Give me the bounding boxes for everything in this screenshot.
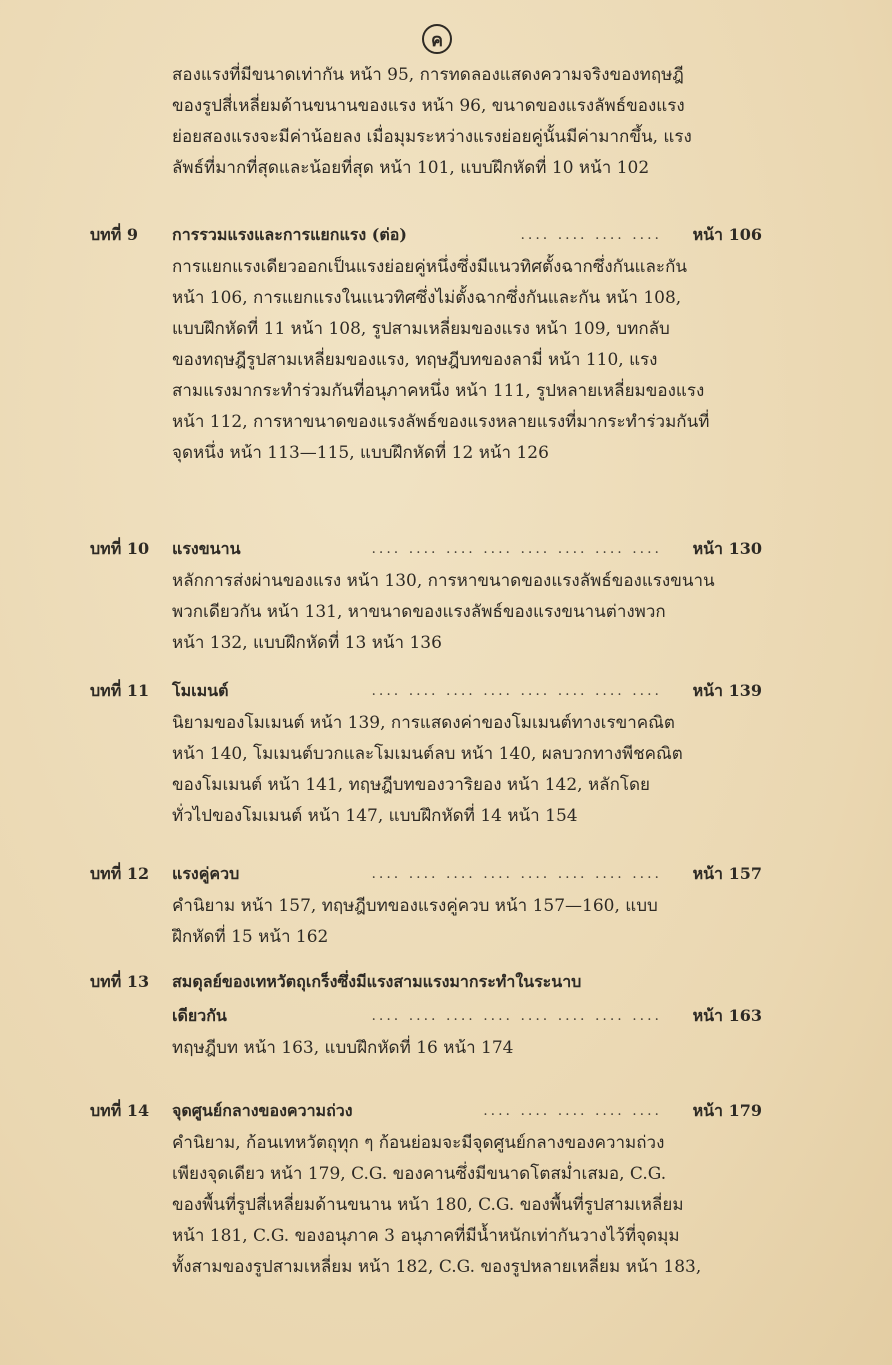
text-line: หน้า 106, การแยกแรงในแนวทิศซึ่งไม่ตั้งฉากซึ่งกันและกัน หน้า 108, [172,288,682,308]
chapter-heading-continued [90,999,762,1033]
text-line: การแยกแรงเดียวออกเป็นแรงย่อยคู่หนึ่งซึ่งมีแนวทิศตั้งฉากซึ่งกันและกัน [172,257,687,277]
chapter-page: หน้า 106 [692,225,762,244]
chapter-page: หน้า 163 [692,1006,762,1025]
chapter-title: สมดุลย์ของเทหวัตถุเกร็งซึ่งมีแรงสามแรงมากระทำในระนาบ [172,972,582,991]
chapter-number: บทที่ 9 [90,225,138,244]
text-line: แบบฝึกหัดที่ 11 หน้า 108, รูปสามเหลี่ยมของแรง หน้า 109, บทกลับ [172,319,670,339]
text-line: ย่อยสองแรงจะมีค่าน้อยลง เมื่อมุมระหว่างแรงย่อยคู่นั้นมีค่ามากขึ้น, แรง [172,127,692,147]
text-line: นิยามของโมเมนต์ หน้า 139, การแสดงค่าของโมเมนต์ทางเรขาคณิต [172,713,675,733]
toc-chapter-13 [90,965,762,1064]
page-number-mark: ค [422,24,452,54]
chapter-number: บทที่ 11 [90,681,150,700]
text-line: สามแรงมากระทำร่วมกันที่อนุภาคหนึ่ง หน้า 111, รูปหลายเหลี่ยมของแรง [172,381,705,401]
leader-dots: .... .... .... .... .... .... .... .... [371,866,662,882]
text-line: คำนิยาม, ก้อนเทหวัตถุทุก ๆ ก้อนย่อมจะมีจุดศูนย์กลางของความถ่วง [172,1133,665,1153]
toc-chapter-9 [90,218,762,469]
text-line: ของรูปสี่เหลี่ยมด้านขนานของแรง หน้า 96, ขนาดของแรงลัพธ์ของแรง [172,96,685,116]
text-line: คำนิยาม หน้า 157, ทฤษฎีบทของแรงคู่ควบ หน้า 157—160, แบบ [172,896,658,916]
chapter-heading [90,218,762,252]
text-line: หน้า 132, แบบฝึกหัดที่ 13 หน้า 136 [172,633,442,653]
chapter-contents [172,252,762,469]
chapter-heading [90,1094,762,1128]
chapter-heading [90,965,762,999]
leader-dots: .... .... .... .... .... .... .... .... [371,541,662,557]
text-line: ของพื้นที่รูปสี่เหลี่ยมด้านขนาน หน้า 180, C.G. ของพื้นที่รูปสามเหลี่ยม [172,1195,684,1215]
toc-chapter-10 [90,532,762,659]
chapter-title: จุดศูนย์กลางของความถ่วง [172,1101,353,1120]
text-line: ลัพธ์ที่มากที่สุดและน้อยที่สุด หน้า 101, แบบฝึกหัดที่ 10 หน้า 102 [172,158,650,178]
text-line: พวกเดียวกัน หน้า 131, หาขนาดของแรงลัพธ์ของแรงขนานต่างพวก [172,602,666,622]
chapter-contents [172,566,762,659]
leader-dots: .... .... .... .... [520,227,662,243]
text-line: ทฤษฎีบท หน้า 163, แบบฝึกหัดที่ 16 หน้า 174 [172,1038,514,1058]
chapter-title: แรงขนาน [172,539,241,558]
continuation-text [172,60,762,184]
chapter-page: หน้า 130 [692,539,762,558]
chapter-heading [90,857,762,891]
text-line: หลักการส่งผ่านของแรง หน้า 130, การหาขนาดของแรงลัพธ์ของแรงขนาน [172,571,715,591]
chapter-title-continued: เดียวกัน [172,1006,227,1025]
chapter-contents [172,891,762,953]
text-line: จุดหนึ่ง หน้า 113—115, แบบฝึกหัดที่ 12 หน้า 126 [172,443,549,463]
chapter-number: บทที่ 14 [90,1101,150,1120]
toc-chapter-11 [90,674,762,832]
leader-dots: .... .... .... .... .... [483,1103,662,1119]
toc-chapter-14 [90,1094,762,1283]
chapter-page: หน้า 139 [692,681,762,700]
chapter-number: บทที่ 13 [90,972,150,991]
text-line: ของทฤษฎีรูปสามเหลี่ยมของแรง, ทฤษฎีบทของลามี่ หน้า 110, แรง [172,350,658,370]
text-line: ทั่วไปของโมเมนต์ หน้า 147, แบบฝึกหัดที่ 14 หน้า 154 [172,806,578,826]
text-line: หน้า 140, โมเมนต์บวกและโมเมนต์ลบ หน้า 140, ผลบวกทางพีชคณิต [172,744,683,764]
text-line: เพียงจุดเดียว หน้า 179, C.G. ของคานซึ่งมีขนาดโตสม่ำเสมอ, C.G. [172,1164,667,1184]
text-line: ทั้งสามของรูปสามเหลี่ยม หน้า 182, C.G. ของรูปหลายเหลี่ยม หน้า 183, [172,1257,702,1277]
leader-dots: .... .... .... .... .... .... .... .... [371,1008,662,1024]
chapter-title: โมเมนต์ [172,681,229,700]
chapter-contents [172,708,762,832]
leader-dots: .... .... .... .... .... .... .... .... [371,683,662,699]
chapter-heading [90,532,762,566]
chapter-number: บทที่ 12 [90,864,150,883]
chapter-page: หน้า 179 [692,1101,762,1120]
chapter-contents [172,1128,762,1283]
chapter-heading [90,674,762,708]
chapter-title: แรงคู่ควบ [172,864,240,883]
chapter-page: หน้า 157 [692,864,762,883]
text-line: หน้า 181, C.G. ของอนุภาค 3 อนุภาคที่มีน้ำหนักเท่ากันวางไว้ที่จุดมุม [172,1226,680,1246]
text-line: ของโมเมนต์ หน้า 141, ทฤษฎีบทของวาริยอง หน้า 142, หลักโดย [172,775,651,795]
toc-chapter-12 [90,857,762,953]
chapter-number: บทที่ 10 [90,539,150,558]
text-line: สองแรงที่มีขนาดเท่ากัน หน้า 95, การทดลองแสดงความจริงของทฤษฎี [172,65,684,85]
text-line: ฝึกหัดที่ 15 หน้า 162 [172,927,329,947]
chapter-contents [172,1033,762,1064]
text-line: หน้า 112, การหาขนาดของแรงลัพธ์ของแรงหลายแรงที่มากระทำร่วมกันที่ [172,412,710,432]
chapter-title: การรวมแรงและการแยกแรง (ต่อ) [172,225,407,244]
